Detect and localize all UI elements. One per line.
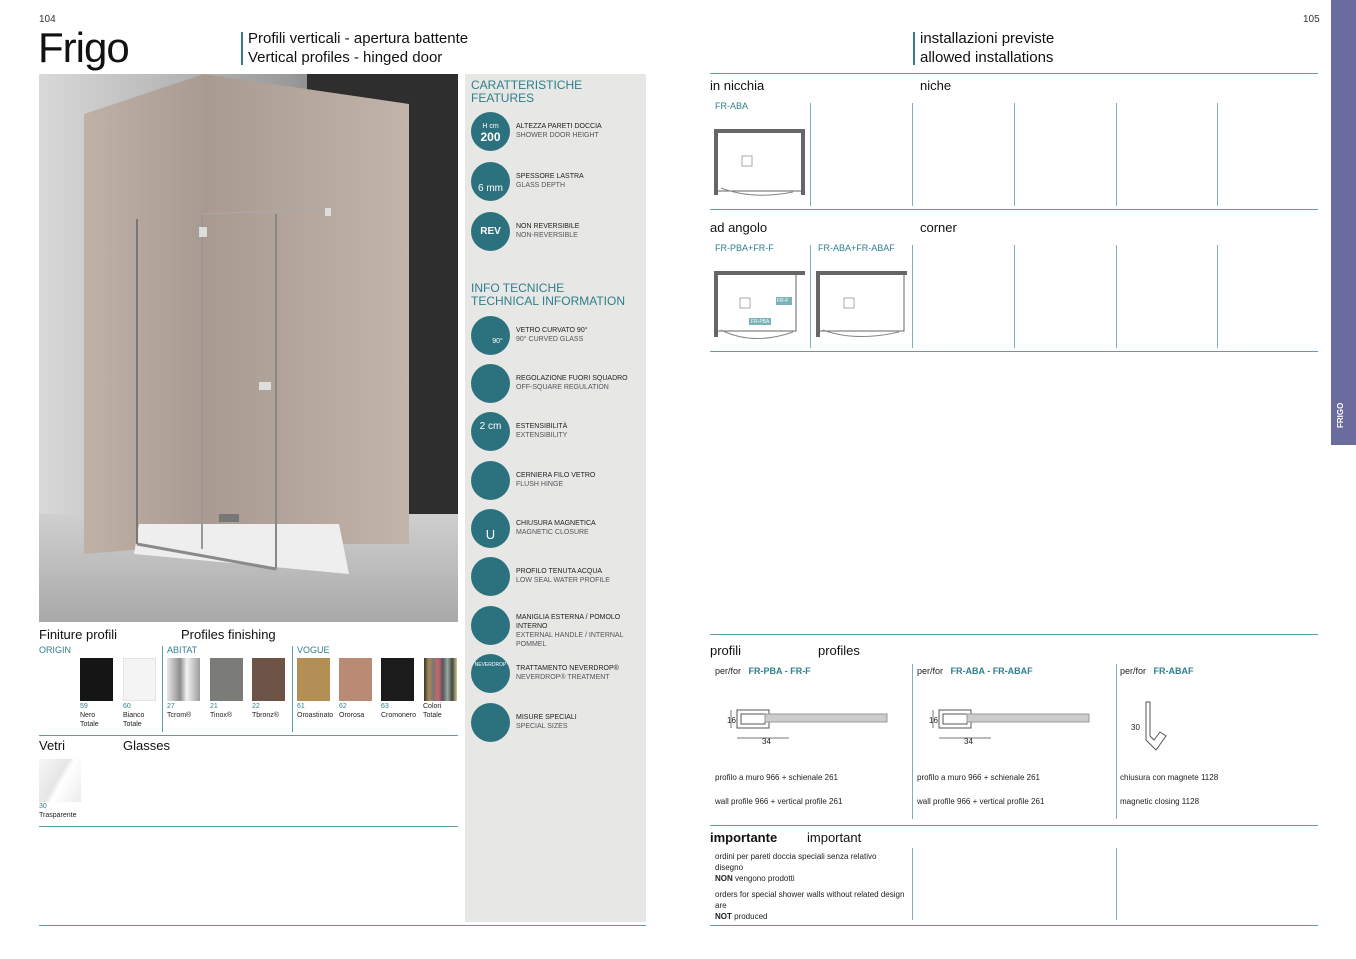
swatch-tcrom [167,658,200,701]
swatch-label: 21 Tinox® [210,703,233,719]
tech-label-en: EXTERNAL HANDLE / INTERNAL POMMEL [516,632,624,648]
tech-label: CHIUSURA MAGNETICA [516,520,596,527]
features-heading-it: CARATTERISTICHE [471,78,583,92]
corner-tag-pba: FR-PBA [751,319,770,325]
tech-item [471,364,646,404]
feature-label: SPESSORE LASTRA [516,173,584,180]
curved-glass-icon: 90° [471,316,510,355]
tech-item [471,557,646,597]
important-note-en: orders for special shower walls without related design are NOT produced [715,890,905,921]
divider [39,826,458,827]
grid-line [912,848,913,920]
swatch-tinox [210,658,243,701]
group-divider [292,646,293,732]
feature-item [471,212,646,252]
important-title-it: importante [710,830,778,845]
tech-label-en: NEVERDROP® TREATMENT [516,674,610,681]
tech-label-en: EXTENSIBILITY [516,432,568,439]
tech-item [471,412,646,452]
subtitle-it: Profili verticali - apertura battente [248,30,469,47]
tech-label-en: SPECIAL SIZES [516,723,568,730]
profile-desc-en: magnetic closing 1128 [1120,797,1200,806]
grid-line [810,103,811,206]
tech-label-en: LOW SEAL WATER PROFILE [516,577,610,584]
magnetic-closure-icon: U [471,509,510,548]
feature-label-en: GLASS DEPTH [516,182,566,189]
tech-label: VETRO CURVATO 90° [516,327,588,334]
divider [710,73,1318,74]
swatch-label: 61 Oroastinato [297,703,334,719]
divider [39,735,458,736]
profile-col-3-head: per/for FR-ABAF [1120,666,1194,676]
tech-label-en: OFF-SQUARE REGULATION [516,384,609,391]
swatch-label: 22 Tbronz® [252,703,279,719]
subtitle-en: Vertical profiles - hinged door [248,49,443,66]
swatch-label: Colori Totale [423,703,442,719]
tech-label-en: FLUSH HINGE [516,481,564,488]
tech-item [471,703,646,743]
grid-line [1217,245,1218,348]
profile-drawing-2 [927,704,1093,748]
finishes-title-en: Profiles finishing [181,627,276,642]
feature-label-en: NON-REVERSIBLE [516,232,578,239]
corner-title-en: corner [920,220,957,235]
grid-line [810,245,811,348]
grid-line [1116,245,1117,348]
flush-hinge-icon [471,461,510,500]
feature-label: ALTEZZA PARETI DOCCIA [516,123,602,130]
profiles-title-en: profiles [818,643,860,658]
corner-code-2: FR-ABA+FR-ABAF [818,243,895,253]
feature-label: NON REVERSIBILE [516,223,580,230]
corner-title-it: ad angolo [710,220,768,235]
dim-h: 30 [1131,723,1140,732]
neverdrop-icon: NEVERDROP [471,654,510,693]
swatch-ororosa [339,658,372,701]
installations-title-en: allowed installations [920,49,1054,66]
tech-heading [471,282,625,308]
tech-label: MANIGLIA ESTERNA / POMOLO INTERNO [516,614,621,630]
grid-line [1116,664,1117,819]
features-heading-en: FEATURES [471,91,535,105]
group-origin: ORIGIN [39,645,72,655]
group-vogue: VOGUE [297,645,330,655]
special-sizes-icon [471,703,510,742]
group-abitat: ABITAT [167,645,198,655]
page-number-left: 104 [39,14,56,25]
group-divider [162,646,163,732]
divider [710,634,1318,635]
tech-label: ESTENSIBILITÀ [516,423,568,430]
niche-code: FR-ABA [715,101,749,111]
grid-line [912,245,913,348]
grid-line [912,103,913,206]
swatch-label: 60 Bianco Totale [123,703,145,728]
swatch-oroastinato [297,658,330,701]
corner-diagram-1 [713,270,807,342]
profile-drawing-1 [725,704,891,748]
profile-desc-it: profilo a muro 966 + schienale 261 [917,773,1040,782]
subtitle [248,29,468,67]
features-panel [465,74,646,922]
non-reversible-icon: REV [471,212,510,251]
extensibility-icon: 2 cm [471,412,510,451]
swatch-nero [80,658,113,701]
handle-icon [471,606,510,645]
swatch-tbronz [252,658,285,701]
dim-h: 16 [929,716,938,725]
corner-diagram-2 [815,270,909,342]
side-tab-label: FRIGO [1336,402,1345,428]
features-heading [471,79,582,105]
tech-label: CERNIERA FILO VETRO [516,472,596,479]
profile-desc-it: profilo a muro 966 + schienale 261 [715,773,838,782]
glass-title-it: Vetri [39,738,66,753]
inst-divider [913,32,915,65]
niche-title-en: niche [920,78,952,93]
page-number-right: 105 [1303,14,1320,25]
swatch-label: 27 Tcrom® [167,703,192,719]
grid-line [1116,103,1117,206]
grid-line [912,664,913,819]
tech-label-en: MAGNETIC CLOSURE [516,529,589,536]
tech-label: MISURE SPECIALI [516,714,577,721]
corner-code-1: FR-PBA+FR-F [715,243,774,253]
swatch-label: 63 Cromonero [381,703,417,719]
product-photo [39,74,458,622]
dim-w: 34 [762,737,771,746]
glass-label: 30 Trasparente [39,803,77,819]
glass-title-en: Glasses [123,738,170,753]
tech-heading-en: TECHNICAL INFORMATION [471,294,626,308]
side-tab [1331,0,1356,445]
grid-line [1116,848,1117,920]
grid-line [1217,103,1218,206]
profile-col-2-head: per/for FR-ABA - FR-ABAF [917,666,1033,676]
important-note-it: ordini per pareti doccia speciali senza relativo disegno NON vengono prodotti [715,852,877,883]
tech-label: PROFILO TENUTA ACQUA [516,568,603,575]
corner-tag-ff: FR-F [777,298,789,304]
dim-w: 34 [964,737,973,746]
profile-desc-en: wall profile 966 + vertical profile 261 [917,797,1045,806]
feature-item [471,162,646,202]
divider [710,351,1318,352]
tech-heading-it: INFO TECNICHE [471,281,565,295]
shower-enclosure-image [39,74,458,622]
grid-line [1014,245,1015,348]
bottom-rule-right [710,925,1318,926]
divider [710,209,1318,210]
profile-desc-en: wall profile 966 + vertical profile 261 [715,797,843,806]
important-title-en: important [807,830,862,845]
finishes-title-it: Finiture profili [39,627,118,642]
tech-item [471,509,646,549]
page-title: Frigo [38,24,129,71]
tech-label: TRATTAMENTO NEVERDROP® [516,665,619,672]
swatch-cromonero [381,658,414,701]
tech-item [471,654,646,694]
swatch-label: 59 Nero Totale [80,703,99,728]
glass-thickness-icon: 6 mm [471,162,510,201]
tech-item [471,606,646,646]
bottom-rule-left [39,925,646,926]
tech-item [471,461,646,501]
installations-title-it: installazioni previste [920,30,1055,47]
height-200-icon: H cm 200 [471,112,510,151]
swatch-colori [424,658,457,701]
tech-label: REGOLAZIONE FUORI SQUADRO [516,375,628,382]
off-square-icon [471,364,510,403]
grid-line [1014,103,1015,206]
profile-col-1-head: per/for FR-PBA - FR-F [715,666,811,676]
feature-label-en: SHOWER DOOR HEIGHT [516,132,599,139]
divider [710,825,1318,826]
tech-label-en: 90° CURVED GLASS [516,336,584,343]
water-profile-icon [471,557,510,596]
glass-swatch [39,759,81,802]
dim-h: 16 [727,716,736,725]
installations-title [920,29,1054,67]
niche-title-it: in nicchia [710,78,765,93]
swatch-bianco [123,658,156,701]
feature-item [471,112,646,152]
niche-diagram [713,128,807,198]
swatch-label: 62 Ororosa [339,703,365,719]
profile-desc-it: chiusura con magnete 1128 [1120,773,1219,782]
profile-drawing-3 [1138,700,1178,756]
tech-item [471,316,646,356]
profiles-title-it: profili [710,643,742,658]
title-divider [241,32,243,65]
